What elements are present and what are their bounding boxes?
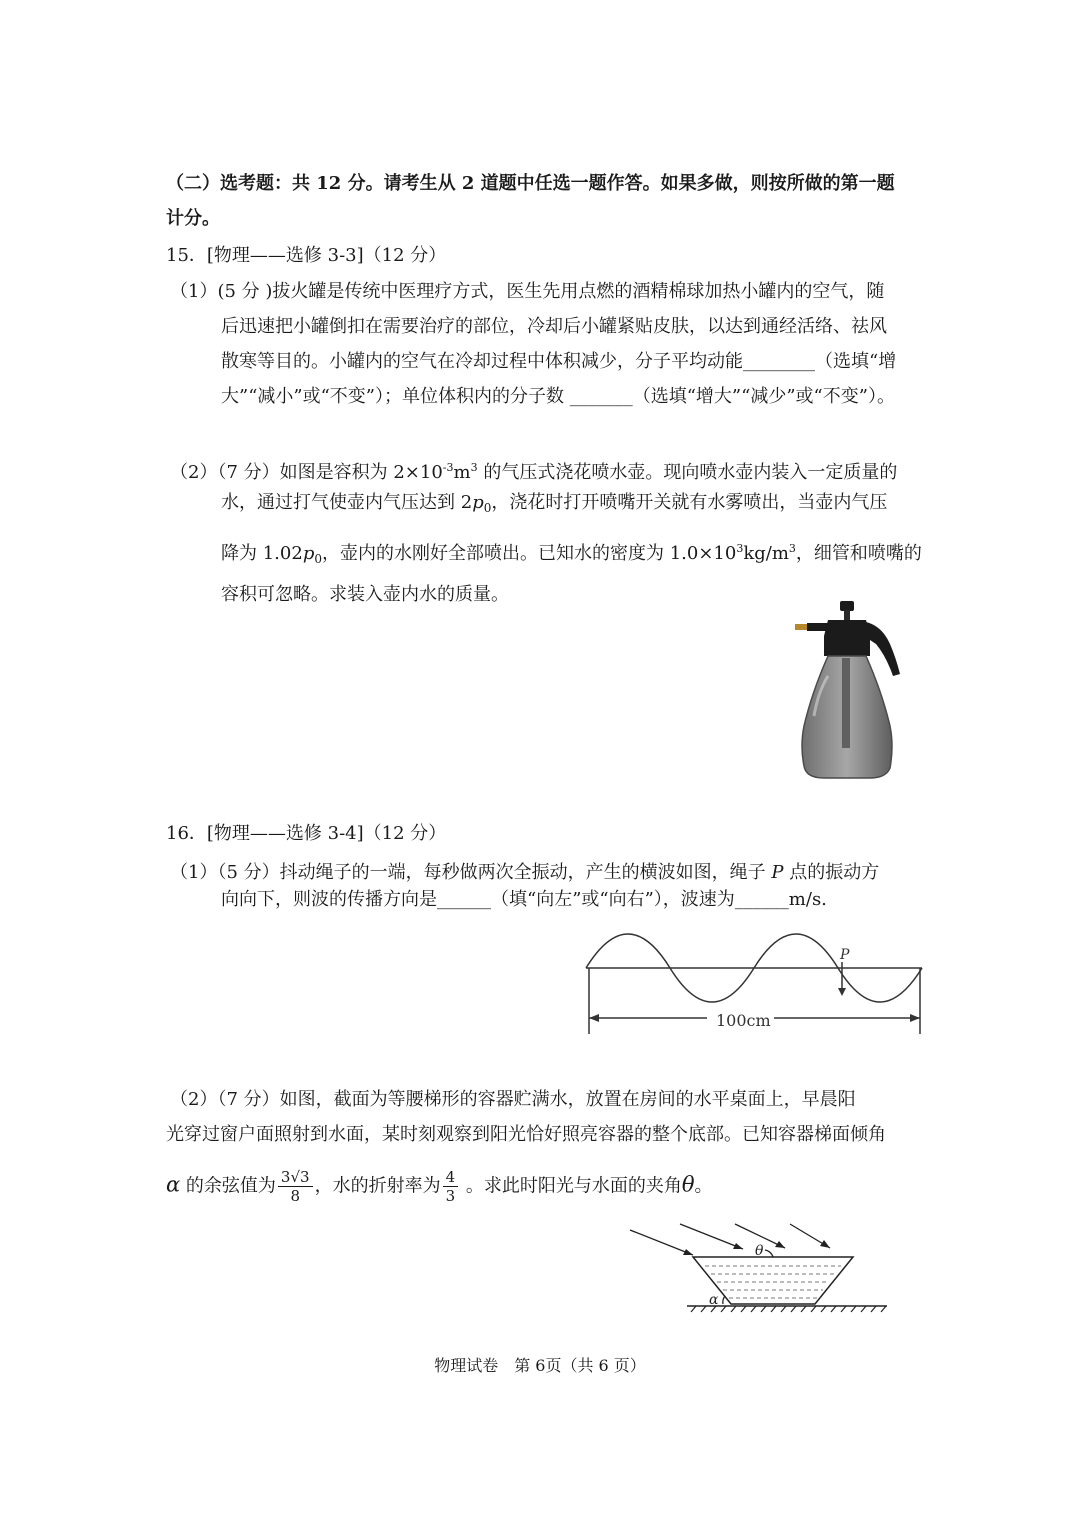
- pump-knob: [840, 601, 854, 611]
- q16-part2-line1: （2）（7 分）如图，截面为等腰梯形的容器贮满水，放置在房间的水平桌面上，早晨阳: [170, 1089, 856, 1110]
- q15-part1-line1: （1）(5 分 )拔火罐是传统中医理疗方式，医生先用点燃的酒精棉球加热小罐内的空气，随: [170, 281, 885, 302]
- q15-part2-line1: （2）（7 分）如图是容积为 $2\times 10^{-3}m^3$ 的气压式浇花喷水壶。现向喷水壶内装入一定质量的: [170, 461, 898, 483]
- page-footer: 物理试卷 第 6页（共 6 页）: [434, 1356, 646, 1375]
- q15-part1-line4: 大”“减小”或“不变”）；单位体积内的分子数 _______（选填“增大”“减少”或“不变”）。: [221, 386, 895, 407]
- pump-stem: [844, 610, 850, 620]
- q16-title: 16．[物理——选修 3-4]（12 分）: [166, 823, 447, 844]
- theta-arc: [765, 1250, 773, 1257]
- fraction-refractive-index: $\frac{4}{3}$: [443, 1168, 459, 1205]
- q15-title: 15．[物理——选修 3-3]（12 分）: [166, 245, 447, 266]
- q15-part2-line3: 降为 $1.02p_0$，壶内的水刚好全部喷出。已知水的密度为 $1.0\times 10^3kg/m^3$，细管和喷嘴的: [221, 542, 922, 566]
- q16-part2-line2: 光穿过窗户面照射到水面，某时刻观察到阳光恰好照亮容器的整个底部。已知容器梯面倾角: [166, 1124, 886, 1145]
- bottle-cap: [824, 620, 870, 656]
- p-motion-arrowhead: [838, 988, 846, 996]
- sun-ray-2: [680, 1224, 743, 1249]
- sun-ray-1: [630, 1230, 693, 1255]
- fig-alpha-label: α: [709, 1292, 719, 1308]
- section-header-line2: 计分。: [166, 208, 220, 229]
- q15-part2-line4: 容积可忽略。求装入壶内水的质量。: [221, 584, 509, 605]
- wave-length-label: 100cm: [716, 1011, 771, 1030]
- alpha-arc: [723, 1296, 725, 1304]
- ray-arrowhead-2: [733, 1243, 743, 1249]
- water-fill-lines: [705, 1266, 841, 1298]
- q15-part1-line3: 散寒等目的。小罐内的空气在冷却过程中体积减少，分子平均动能________（选填“增: [221, 351, 897, 372]
- q15-part2-line2: 水，通过打气使壶内气压达到 $2p_0$，浇花时打开喷嘴开关就有水雾喷出，当壶内气压: [221, 492, 888, 515]
- ray-arrowhead-1: [683, 1249, 693, 1255]
- spray-bottle-image: [790, 596, 910, 781]
- dimension-arrow-right: [910, 1014, 920, 1022]
- dimension-arrow-left: [589, 1014, 599, 1022]
- fraction-cos-alpha: $\frac{3√3}{8}$: [278, 1168, 313, 1205]
- fig-theta-label: θ: [755, 1243, 764, 1259]
- table-hatching: [691, 1306, 886, 1312]
- wave-point-p-label: P: [840, 947, 850, 963]
- section-header-line1: （二）选考题：共 12 分。请考生从 2 道题中任选一题作答。如果多做，则按所做的第一题: [166, 173, 895, 194]
- wave-figure: [582, 930, 927, 1036]
- q15-part1-line2: 后迅速把小罐倒扣在需要治疗的部位，冷却后小罐紧贴皮肤，以达到通经活络、祛风: [221, 316, 887, 337]
- bottle-inner-tube: [842, 658, 850, 748]
- container-figure: [625, 1220, 895, 1320]
- q16-part1-line1: （1）（5 分）抖动绳子的一端，每秒做两次全振动，产生的横波如图，绳子 P 点的振动方: [170, 862, 880, 883]
- ray-arrowhead-4: [820, 1240, 830, 1248]
- q16-part1-line2: 向向下，则波的传播方向是______（填“向左”或“向右”），波速为______m/s.: [221, 889, 827, 910]
- q16-part2-line3: α 的余弦值为 $\frac{3√3}{8}$ ，水的折射率为 $\frac{4}{3}$ 。求此时阳光与水面的夹角θ。: [166, 1168, 713, 1205]
- brass-nozzle: [795, 624, 807, 630]
